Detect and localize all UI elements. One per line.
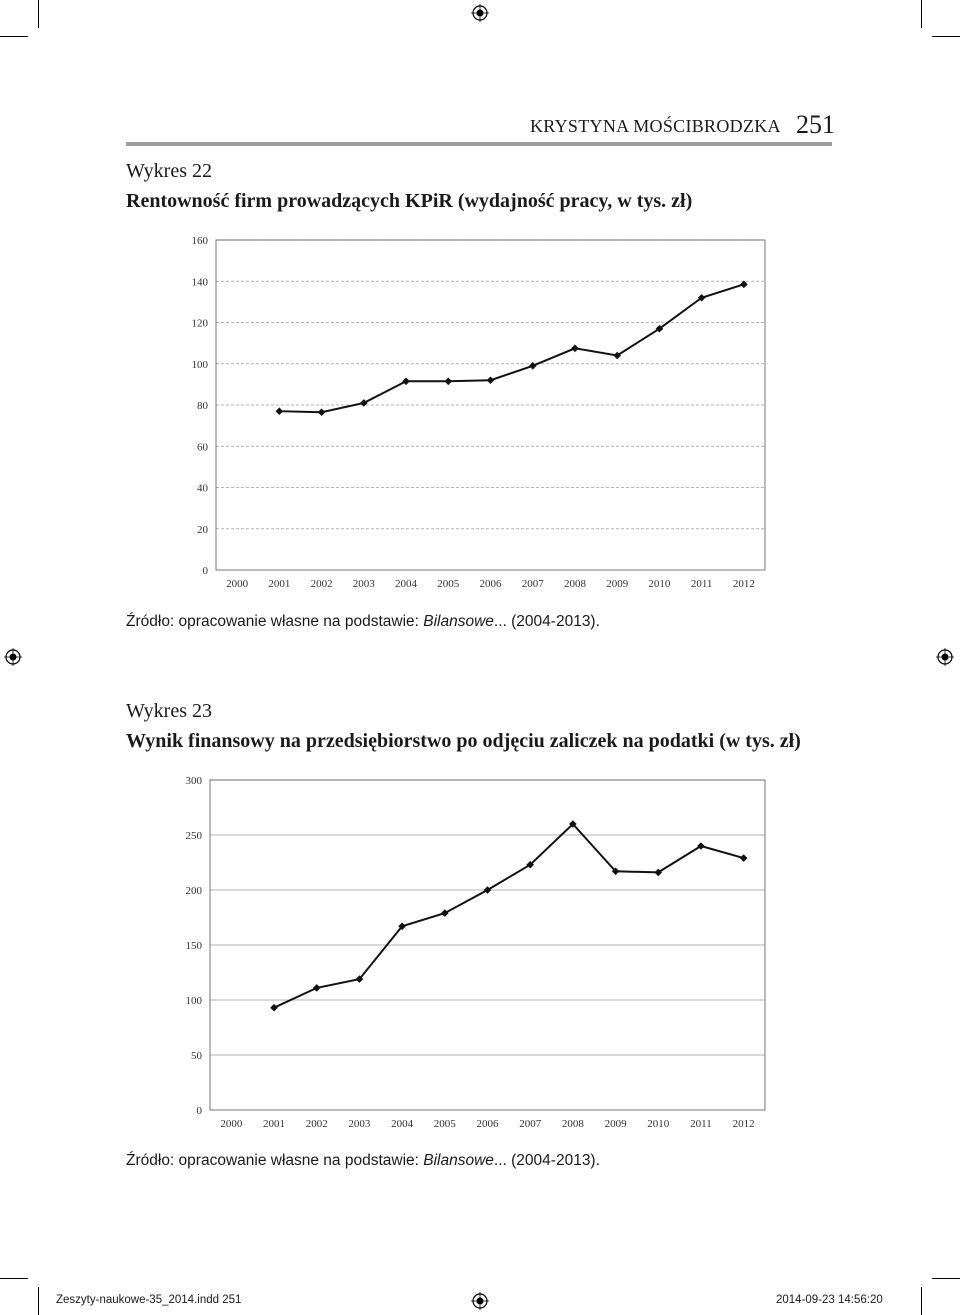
source-years: ... (2004-2013). [493, 1152, 600, 1169]
data-point-marker [740, 854, 748, 862]
chart-title: Rentowność firm prowadzących KPiR (wydajność pracy, w tys. zł) [126, 190, 693, 212]
page-number: 251 [796, 110, 835, 139]
data-point-marker [360, 399, 368, 407]
source-title: Bilansowe [423, 613, 494, 630]
x-tick-label: 2011 [690, 578, 713, 590]
chart-title: Wynik finansowy na przedsiębiorstwo po odjęciu zaliczek na podatki (w tys. zł) [126, 730, 801, 752]
x-tick-label: 2000 [226, 578, 249, 590]
y-tick-label: 160 [191, 235, 208, 247]
y-tick-label: 40 [197, 482, 208, 495]
crop-mark [0, 36, 28, 37]
crop-mark [38, 0, 39, 28]
x-tick-label: 2001 [268, 578, 291, 590]
y-tick-label: 60 [197, 441, 208, 454]
data-point-marker [441, 909, 449, 917]
crop-mark [932, 1278, 960, 1279]
y-tick-label: 140 [191, 276, 208, 289]
data-point-marker [487, 376, 495, 384]
x-tick-label: 2005 [433, 1118, 456, 1130]
data-point-marker [276, 407, 284, 415]
x-tick-label: 2012 [732, 578, 755, 590]
x-tick-label: 2001 [263, 1118, 286, 1130]
x-tick-label: 2003 [352, 578, 375, 590]
data-point-marker [318, 408, 326, 416]
source-text: Źródło: opracowanie własne na podstawie: [126, 1152, 424, 1169]
data-point-marker [313, 984, 321, 992]
data-point-marker [402, 377, 410, 385]
x-tick-label: 2002 [310, 578, 333, 590]
data-point-marker [444, 377, 452, 385]
crop-mark [932, 36, 960, 37]
registration-mark-icon [4, 648, 22, 666]
x-tick-label: 2003 [348, 1118, 371, 1130]
x-tick-label: 2006 [479, 578, 502, 590]
y-tick-label: 200 [185, 885, 202, 897]
x-tick-label: 2000 [220, 1118, 243, 1130]
series-line [279, 284, 744, 412]
x-tick-label: 2009 [604, 1118, 627, 1130]
source-text: Źródło: opracowanie własne na podstawie: [126, 613, 424, 630]
chart-label: Wykres 22 [126, 160, 212, 182]
x-tick-label: 2004 [395, 578, 418, 590]
x-tick-label: 2012 [732, 1118, 755, 1130]
x-tick-label: 2005 [437, 578, 460, 590]
data-point-marker [740, 281, 748, 289]
footer-file: Zeszyty-naukowe-35_2014.indd 251 [56, 1294, 242, 1306]
y-tick-label: 300 [185, 775, 202, 787]
x-tick-label: 2011 [690, 1118, 712, 1130]
data-point-marker [529, 362, 537, 370]
x-tick-label: 2008 [563, 578, 586, 590]
running-head-author: KRYSTYNA MOŚCIBRODZKA [530, 116, 781, 136]
x-tick-label: 2008 [561, 1118, 584, 1130]
line-chart-22 [180, 228, 780, 598]
registration-mark-icon [936, 648, 954, 666]
y-tick-label: 250 [185, 830, 202, 842]
y-tick-label: 100 [191, 358, 208, 371]
y-tick-label: 100 [185, 995, 202, 1007]
x-tick-label: 2007 [519, 1118, 542, 1130]
x-tick-label: 2004 [391, 1118, 414, 1130]
data-point-marker [270, 1004, 278, 1012]
x-tick-label: 2006 [476, 1118, 499, 1130]
footer-date: 2014-09-23 14:56:20 [776, 1294, 883, 1306]
y-tick-label: 150 [185, 940, 202, 952]
data-point-marker [571, 344, 579, 352]
chart-source [126, 1152, 600, 1170]
line-chart-23 [170, 768, 780, 1138]
source-years: ... (2004-2013). [493, 613, 600, 630]
y-tick-label: 20 [197, 523, 208, 536]
x-tick-label: 2010 [647, 1118, 670, 1130]
y-tick-label: 0 [202, 565, 208, 577]
y-tick-label: 50 [191, 1050, 202, 1062]
crop-mark [38, 1287, 39, 1315]
crop-mark [921, 0, 922, 28]
chart-source [126, 613, 600, 631]
crop-mark [0, 1278, 28, 1279]
series-line [274, 824, 744, 1008]
x-tick-label: 2002 [305, 1118, 328, 1130]
header-rule [126, 142, 832, 146]
registration-mark-icon [471, 1292, 489, 1310]
registration-mark-icon [471, 4, 489, 22]
x-tick-label: 2010 [648, 578, 671, 590]
crop-mark [921, 1287, 922, 1315]
y-tick-label: 0 [196, 1105, 202, 1117]
x-tick-label: 2009 [606, 578, 629, 590]
y-tick-label: 120 [191, 317, 208, 330]
y-tick-label: 80 [197, 400, 208, 412]
source-title: Bilansowe [423, 1152, 494, 1169]
x-tick-label: 2007 [521, 578, 544, 590]
chart-label: Wykres 23 [126, 700, 212, 722]
